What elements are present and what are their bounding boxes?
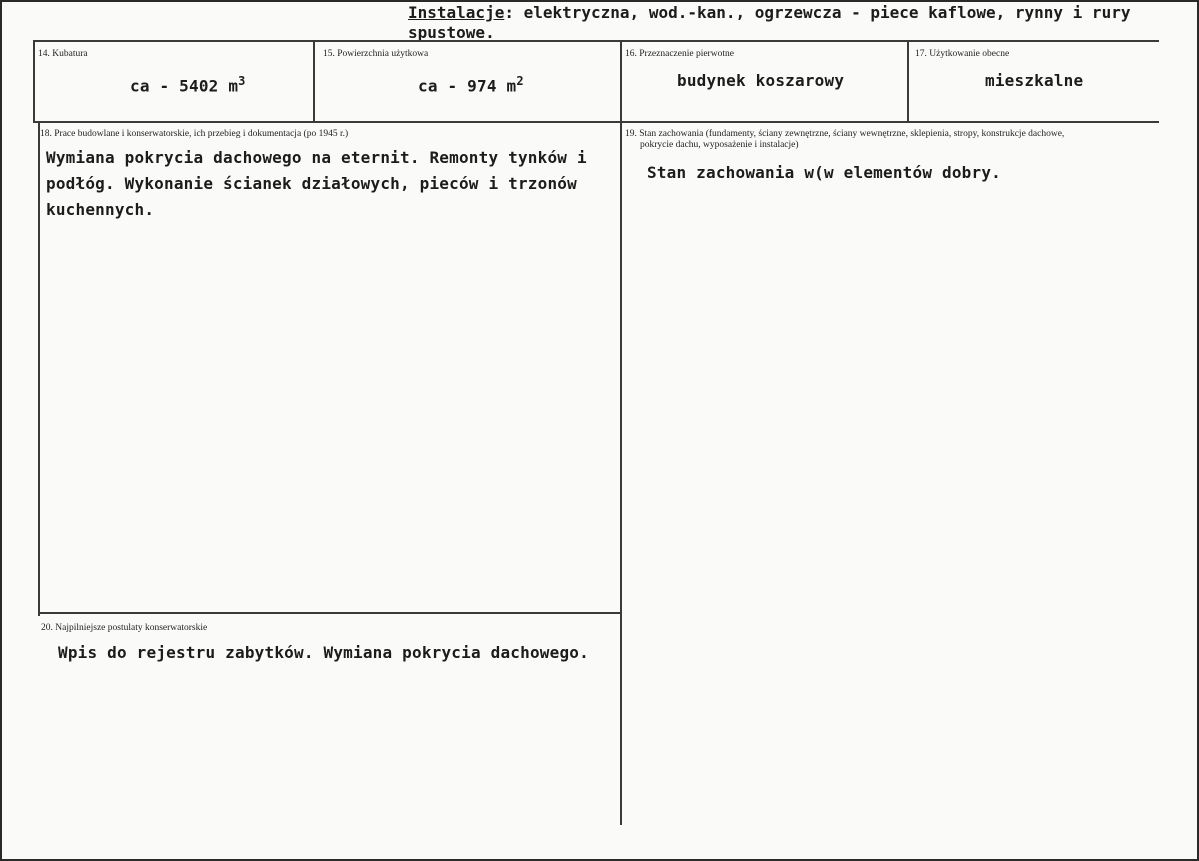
section-18-bottom-rule — [38, 612, 622, 614]
f15-value-text: ca - 974 m — [418, 76, 517, 96]
installations-label: Instalacje — [408, 3, 505, 22]
f17-caption: 17. Użytkowanie obecne — [915, 49, 1010, 59]
f18-line-2: podłóg. Wykonanie ścianek działowych, pieców i trzonów — [46, 174, 577, 193]
f14-value — [130, 68, 246, 99]
top-rule — [33, 40, 1159, 42]
left-border-lower — [38, 121, 40, 616]
f19-value: Stan zachowania w(w elementów dobry. — [647, 163, 1001, 182]
installations-line — [408, 2, 1198, 24]
f19-caption-line-1: 19. Stan zachowania (fundamenty, ściany zewnętrzne, ściany wewnętrzne, sklepienia, stropy, konstrukcje dachowe, — [625, 129, 1065, 139]
f15-value-sup: 2 — [516, 74, 524, 88]
installations-text: : elektryczna, wod.-kan., ogrzewcza - piece kaflowe, rynny i rury — [504, 3, 1131, 22]
divider-16-17 — [907, 40, 909, 123]
f17-value: mieszkalne — [985, 71, 1084, 90]
f15-caption: 15. Powierzchnia użytkowa — [323, 49, 429, 59]
f20-value: Wpis do rejestru zabytków. Wymiana pokrycia dachowego. — [58, 643, 589, 662]
f14-caption: 14. Kubatura — [38, 49, 88, 59]
f16-caption: 16. Przeznaczenie pierwotne — [625, 49, 734, 59]
f18-caption: 18. Prace budowlane i konserwatorskie, ich przebieg i dokumentacja (po 1945 r.) — [40, 129, 349, 139]
f15-value — [418, 68, 524, 99]
f19-caption-line-2: pokrycie dachu, wyposażenie i instalacje) — [640, 140, 799, 150]
f20-caption: 20. Najpilniejsze postulaty konserwatorskie — [41, 623, 208, 633]
row1-bottom-rule — [33, 121, 1159, 123]
f18-line-3: kuchennych. — [46, 200, 155, 219]
f18-line-1: Wymiana pokrycia dachowego na eternit. Remonty tynków i — [46, 148, 587, 167]
left-border — [33, 40, 35, 123]
f19-caption — [625, 129, 1165, 151]
installations-continuation: spustowe. — [408, 24, 495, 40]
f18-value — [46, 145, 616, 223]
divider-14-15 — [313, 40, 315, 123]
f14-value-text: ca - 5402 m — [130, 76, 239, 96]
f14-value-sup: 3 — [238, 74, 246, 88]
f16-value: budynek koszarowy — [677, 71, 845, 90]
divider-15-16 — [620, 40, 622, 825]
